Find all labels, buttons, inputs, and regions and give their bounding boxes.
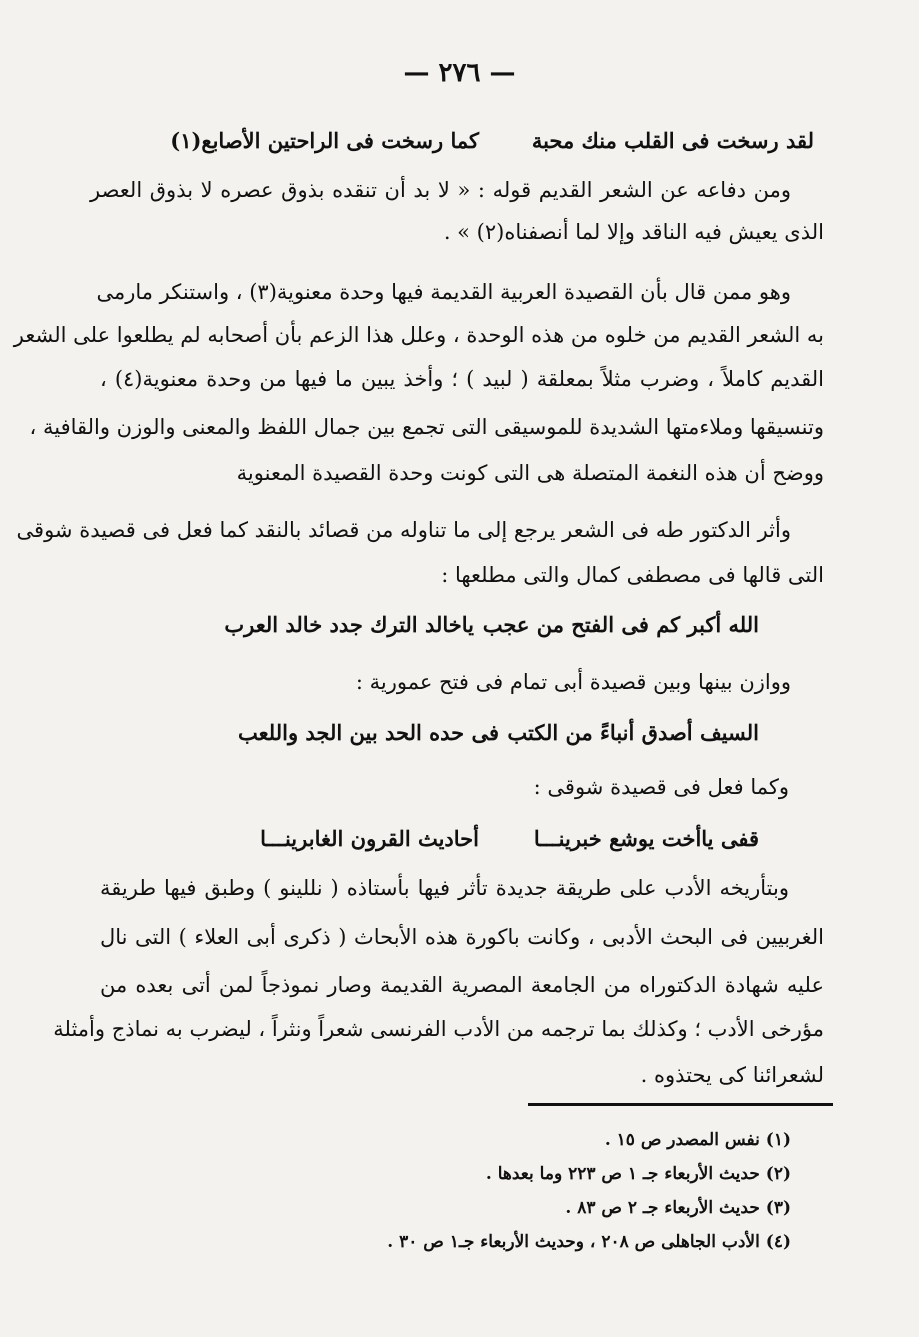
para-4-line-1: ووازن بينها وبين قصيدة أبى تمام فى فتح عمورية : xyxy=(355,670,791,694)
footnote-2: (٢) حديث الأربعاء جـ ١ ص ٢٢٣ وما بعدها . xyxy=(485,1164,791,1184)
verse-1-second-hemistich: كما رسخت فى الراحتين الأصابع(١) xyxy=(170,128,479,153)
verse-3-first-hemistich: السيف أصدق أنباءً من الكتب xyxy=(507,720,759,745)
page-number: — ٢٧٦ — xyxy=(403,58,516,88)
para-2-line-4: وتنسيقها وملاءمتها الشديدة للموسيقى التى تجمع بين جمال اللفظ والمعنى والوزن والقافية ، xyxy=(29,415,824,439)
verse-3-second-hemistich: فى حده الحد بين الجد واللعب xyxy=(238,720,499,745)
verse-4 xyxy=(0,826,919,856)
footnote-3: (٣) حديث الأربعاء جـ ٢ ص ٨٣ . xyxy=(565,1198,791,1218)
para-2-line-5: ووضح أن هذه النغمة المتصلة هى التى كونت وحدة القصيدة المعنوية xyxy=(236,461,824,485)
para-1-line-1: ومن دفاعه عن الشعر القديم قوله : « لا بد أن تنقده بذوق عصره لا بذوق العصر xyxy=(90,178,791,202)
para-6-line-3: عليه شهادة الدكتوراه من الجامعة المصرية القديمة وصار نموذجاً لمن أتى بعده من xyxy=(100,973,824,997)
verse-2 xyxy=(0,612,919,642)
verse-2-second-hemistich: ياخالد الترك جدد خالد العرب xyxy=(224,612,474,637)
para-2-line-2: به الشعر القديم من خلوه من هذه الوحدة ، وعلل هذا الزعم بأن أصحابه لم يطلعوا على الشعر xyxy=(13,323,824,347)
footnote-4: (٤) الأدب الجاهلى ص ٢٠٨ ، وحديث الأربعاء جـ١ ص ٣٠ . xyxy=(387,1232,791,1252)
para-3-line-2: التى قالها فى مصطفى كمال والتى مطلعها : xyxy=(441,563,824,587)
verse-4-second-hemistich: أحاديث القرون الغابرينـــا xyxy=(260,826,479,851)
para-6-line-4: مؤرخى الأدب ؛ وكذلك بما ترجمه من الأدب الفرنسى شعراً ونثراً ، ليضرب به نماذج وأمثلة xyxy=(53,1017,824,1041)
verse-1 xyxy=(0,128,919,158)
para-2-line-1: وهو ممن قال بأن القصيدة العربية القديمة فيها وحدة معنوية(٣) ، واستنكر مارمى xyxy=(96,280,791,304)
verse-3 xyxy=(0,720,919,750)
para-6-line-5: لشعرائنا كى يحتذوه . xyxy=(640,1063,824,1087)
para-6-line-1: وبتأريخه الأدب على طريقة جديدة تأثر فيها بأستاذه ( نللينو ) وطبق فيها طريقة xyxy=(100,876,789,900)
para-6-line-2: الغربيين فى البحث الأدبى ، وكانت باكورة هذه الأبحاث ( ذكرى أبى العلاء ) التى نال xyxy=(100,925,824,949)
para-1-line-2: الذى يعيش فيه الناقد وإلا لما أنصفناه(٢) » . xyxy=(443,220,824,244)
para-3-line-1: وأثر الدكتور طه فى الشعر يرجع إلى ما تناوله من قصائد بالنقد كما فعل فى قصيدة شوقى xyxy=(16,518,791,542)
footnote-1: (١) نفس المصدر ص ١٥ . xyxy=(604,1130,791,1150)
footnote-separator xyxy=(528,1103,833,1106)
para-2-line-3: القديم كاملاً ، وضرب مثلاً بمعلقة ( لبيد ) ؛ وأخذ يبين ما فيها من وحدة معنوية(٤) ، xyxy=(100,367,824,391)
verse-1-first-hemistich: لقد رسخت فى القلب منك محبة xyxy=(531,128,814,153)
verse-4-first-hemistich: قفى ياأخت يوشع خبرينـــا xyxy=(533,826,759,851)
verse-2-first-hemistich: الله أكبر كم فى الفتح من عجب xyxy=(482,612,759,637)
para-5-line-1: وكما فعل فى قصيدة شوقى : xyxy=(533,775,789,799)
